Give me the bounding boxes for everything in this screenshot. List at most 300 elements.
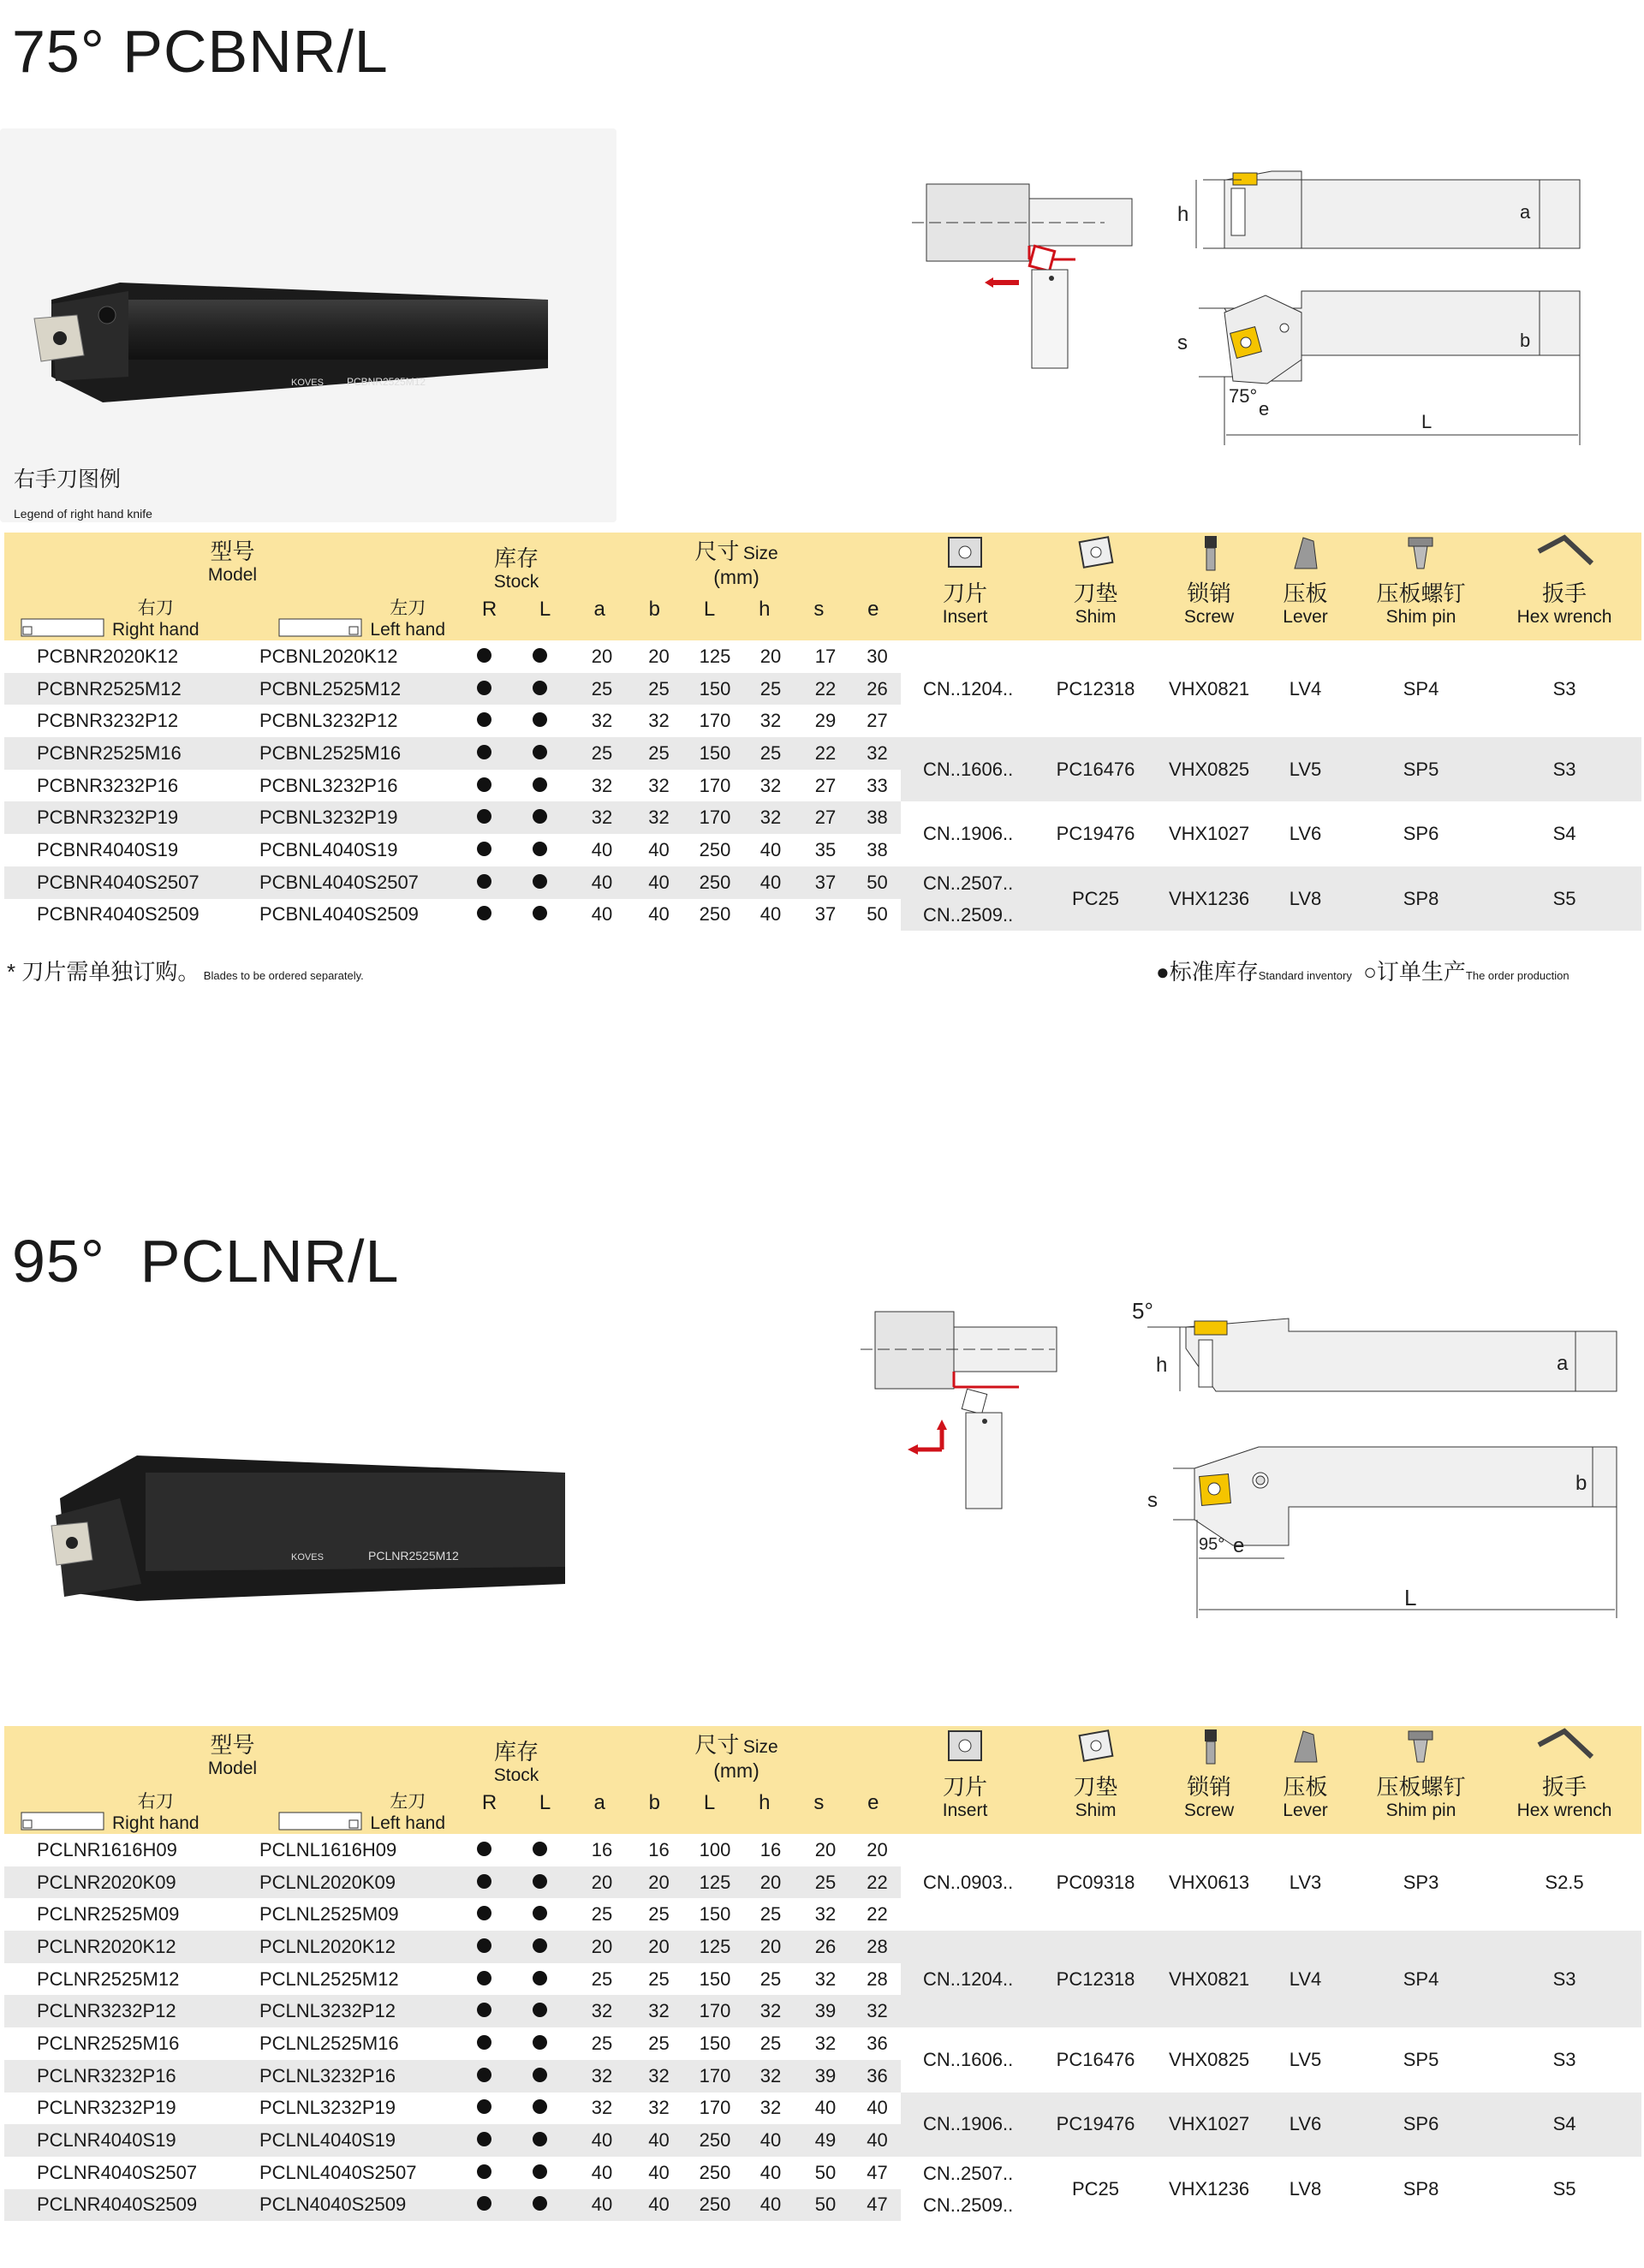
- size-a: 20: [572, 1866, 632, 1899]
- size-h: 40: [759, 838, 782, 860]
- size-h: 40: [744, 2189, 797, 2222]
- size-e: 38: [854, 801, 901, 834]
- size-a: 32: [591, 710, 613, 732]
- lever-code: LV5: [1256, 737, 1355, 801]
- svg-text:b: b: [1520, 330, 1531, 351]
- size-b: 40: [648, 903, 670, 926]
- tool-brand-2: KOVES: [291, 1552, 324, 1563]
- stock-dot-R: [461, 640, 508, 673]
- stock-dot-icon: [477, 2068, 491, 2082]
- size-a: 32: [572, 801, 632, 834]
- size-s: 49: [797, 2124, 854, 2157]
- wrench-code: S4: [1487, 2092, 1641, 2157]
- header-insert: 刀片 Insert: [901, 533, 1029, 640]
- stock-dot-icon: [477, 1842, 491, 1856]
- shim-code: PC19476: [1029, 2092, 1162, 2157]
- header-pin: 压板螺钉 Shim pin: [1355, 533, 1487, 640]
- stock-dot-R: [461, 737, 508, 770]
- caption-cn: 右手刀图例: [14, 467, 122, 491]
- insert-code: CN..1606..: [923, 2048, 1014, 2070]
- table-row: [4, 2157, 1641, 2189]
- size-L: 250: [699, 838, 731, 860]
- stock-dot-L: [508, 737, 572, 770]
- shim-code: PC12318: [1056, 677, 1135, 699]
- size-b: 40: [648, 838, 670, 860]
- lever-code: LV4: [1256, 1931, 1355, 2027]
- right-hand-icon: [20, 1808, 105, 1834]
- size-b: 25: [648, 1967, 670, 1990]
- stock-dot-R: [461, 673, 508, 705]
- spec-table-1: [4, 533, 1641, 931]
- shim-pin-code: SP5: [1355, 737, 1487, 801]
- screw-code: VHX1027: [1168, 823, 1250, 845]
- lever-code: LV6: [1289, 823, 1322, 845]
- stock-dot-R: [461, 1963, 508, 1996]
- stock-dot-icon: [477, 842, 491, 856]
- svg-text:h: h: [1156, 1354, 1168, 1377]
- workpiece-sketch-2: [861, 1312, 1057, 1509]
- insert-code: [901, 2157, 1029, 2221]
- model-right: PCLNR3232P19: [37, 2097, 176, 2119]
- wrench-code: S2.5: [1545, 1871, 1584, 1893]
- size-h: 32: [744, 2060, 797, 2092]
- left-hand-icon: [277, 1808, 363, 1834]
- screw-icon: [1188, 1726, 1230, 1765]
- header-size: 尺寸 Size (mm) a b L h s e: [572, 533, 901, 640]
- stock-legend: ●标准库存Standard inventory ○订单生产The order production: [1156, 959, 1570, 985]
- model-left: PCBNL2020K12: [259, 645, 398, 667]
- size-e: 20: [867, 1838, 888, 1860]
- header-wrench-2: 扳手 Hex wrench: [1487, 1726, 1641, 1834]
- stock-dot-L: [508, 1995, 572, 2027]
- table-row: [4, 2092, 1641, 2125]
- size-b: 20: [632, 1931, 686, 1963]
- model-left: PCBNL2525M12: [234, 673, 461, 705]
- stock-dot-icon: [477, 1874, 491, 1889]
- table-row: [4, 737, 1641, 770]
- model-right: PCLNR2020K09: [4, 1866, 234, 1899]
- size-h: 32: [744, 1995, 797, 2027]
- caption-en: Legend of right hand knife: [14, 507, 152, 521]
- size-s: 50: [814, 2161, 837, 2183]
- size-b: 32: [632, 2060, 686, 2092]
- screw-code: VHX0821: [1168, 677, 1250, 699]
- size-L: 170: [686, 801, 744, 834]
- stock-dot-L: [508, 1866, 572, 1899]
- stock-dot-R: [461, 866, 508, 899]
- spec-table-2: [4, 1726, 1641, 2221]
- screw-code: VHX0821: [1162, 1931, 1256, 2027]
- lever-icon: [1284, 533, 1327, 572]
- size-L: 170: [699, 2097, 731, 2119]
- stock-dot-icon: [533, 712, 547, 727]
- size-s: 37: [814, 903, 837, 926]
- size-b: 25: [648, 2032, 670, 2054]
- size-e: 38: [867, 838, 888, 860]
- size-b: 20: [632, 1866, 686, 1899]
- screw-code: VHX0825: [1168, 2048, 1250, 2070]
- lever-code: LV6: [1256, 2092, 1355, 2157]
- model-right: PCBNR4040S19: [37, 838, 179, 860]
- hex-wrench-icon: [1530, 1726, 1599, 1765]
- stock-dot-icon: [533, 809, 547, 824]
- stock-dot-icon: [533, 745, 547, 759]
- size-s: 26: [797, 1931, 854, 1963]
- header-pin-2: 压板螺钉 Shim pin: [1355, 1726, 1487, 1834]
- shim-pin-code: SP4: [1403, 677, 1439, 699]
- right-hand-icon: [20, 615, 105, 640]
- svg-text:a: a: [1520, 201, 1531, 223]
- stock-dot-L: [508, 899, 572, 932]
- model-right: PCLNR2525M09: [37, 1903, 180, 1926]
- stock-dot-icon: [477, 2132, 491, 2146]
- model-left: PCLNL2525M16: [259, 2032, 399, 2054]
- stock-dot-icon: [533, 1906, 547, 1920]
- model-left: PCLNL2020K12: [234, 1931, 461, 1963]
- size-a: 40: [572, 2189, 632, 2222]
- stock-dot-R: [461, 1995, 508, 2027]
- size-a: 40: [591, 2161, 613, 2183]
- size-h: 32: [759, 2097, 782, 2119]
- model-left: PCBNL3232P12: [259, 710, 398, 732]
- model-left: PCBNL2525M16: [234, 737, 461, 770]
- shim-code: PC16476: [1056, 2048, 1135, 2070]
- size-h: 25: [759, 2032, 782, 2054]
- stock-dot-L: [508, 2189, 572, 2222]
- size-L: 150: [699, 1967, 731, 1990]
- size-e: 28: [854, 1931, 901, 1963]
- size-h: 20: [744, 1931, 797, 1963]
- screw-icon: [1188, 533, 1230, 572]
- wrench-code: S5: [1487, 866, 1641, 931]
- model-left: PCLNL3232P12: [234, 1995, 461, 2027]
- shim-pin-code: SP6: [1355, 2092, 1487, 2157]
- model-right: PCLNR4040S2507: [37, 2161, 198, 2183]
- size-a: 40: [591, 903, 613, 926]
- lever-code: LV4: [1289, 677, 1322, 699]
- stock-dot-R: [461, 770, 508, 802]
- size-s: 17: [814, 645, 837, 667]
- size-a: 40: [572, 2124, 632, 2157]
- stock-dot-icon: [533, 777, 547, 792]
- table-body-1: [4, 640, 1641, 931]
- model-right: PCLNR3232P12: [4, 1995, 234, 2027]
- size-e: 32: [854, 1995, 901, 2027]
- size-s: 27: [814, 774, 837, 796]
- stock-dot-R: [461, 834, 508, 866]
- wrench-code: S3: [1552, 677, 1576, 699]
- stock-dot-icon: [477, 681, 491, 695]
- stock-dot-R: [461, 899, 508, 932]
- size-s: 37: [797, 866, 854, 899]
- shim-code: PC12318: [1029, 1931, 1162, 2027]
- insert-icon: [944, 533, 986, 572]
- size-a: 25: [572, 737, 632, 770]
- size-L: 150: [699, 2032, 731, 2054]
- screw-code: VHX1236: [1168, 2177, 1250, 2200]
- stock-dot-icon: [477, 906, 491, 920]
- shim-pin-code: SP8: [1403, 2177, 1439, 2200]
- model-left: PCLN4040S2509: [234, 2189, 461, 2222]
- header-shim-2: 刀垫 Shim: [1029, 1726, 1162, 1834]
- stock-dot-L: [508, 2027, 572, 2060]
- stock-dot-icon: [533, 842, 547, 856]
- model-right: PCBNR3232P12: [37, 710, 179, 732]
- stock-dot-icon: [533, 1938, 547, 1953]
- wrench-code: S4: [1552, 823, 1576, 845]
- size-a: 25: [591, 1967, 613, 1990]
- size-h: 25: [759, 1967, 782, 1990]
- size-h: 32: [759, 774, 782, 796]
- stock-dot-R: [461, 2124, 508, 2157]
- stock-dot-R: [461, 2157, 508, 2189]
- shim-pin-code: SP3: [1403, 1871, 1439, 1893]
- shim-pin-code: SP5: [1403, 2048, 1439, 2070]
- stock-dot-R: [461, 2027, 508, 2060]
- stock-dot-icon: [533, 874, 547, 889]
- size-b: 32: [648, 2097, 670, 2119]
- size-b: 25: [632, 737, 686, 770]
- wrench-code: S3: [1487, 1931, 1641, 2027]
- stock-dot-L: [508, 2157, 572, 2189]
- top-view-1: [1177, 291, 1580, 445]
- size-e: 22: [854, 1866, 901, 1899]
- header-screw-2: 锁销 Screw: [1162, 1726, 1256, 1834]
- footnote-1: * 刀片需单独订购。 Blades to be ordered separately.: [7, 959, 364, 985]
- svg-text:s: s: [1177, 331, 1188, 354]
- size-b: 40: [632, 866, 686, 899]
- size-L: 170: [686, 1995, 744, 2027]
- size-a: 25: [572, 673, 632, 705]
- size-h: 25: [759, 1903, 782, 1926]
- stock-dot-R: [461, 2060, 508, 2092]
- size-s: 40: [814, 2097, 837, 2119]
- model-left: PCLNL1616H09: [259, 1838, 397, 1860]
- stock-dot-R: [461, 801, 508, 834]
- size-e: 47: [854, 2189, 901, 2222]
- size-L: 125: [686, 1866, 744, 1899]
- shim-code: PC16476: [1029, 737, 1162, 801]
- tool-mark-2: PCLNR2525M12: [368, 1549, 459, 1563]
- stock-dot-icon: [477, 777, 491, 792]
- size-e: 30: [867, 645, 888, 667]
- shim-pin-code: SP6: [1403, 823, 1439, 845]
- dimension-diagram-1: [908, 163, 1627, 462]
- header-stock: 库存 Stock R L: [461, 533, 572, 640]
- shim-pin-code: SP8: [1355, 866, 1487, 931]
- model-left: PCBNL4040S2509: [259, 903, 419, 926]
- model-right: PCLNR1616H09: [37, 1838, 177, 1860]
- model-right: PCLNR4040S19: [4, 2124, 234, 2157]
- stock-dot-L: [508, 640, 572, 673]
- insert-code: CN..0903..: [923, 1871, 1014, 1893]
- stock-dot-icon: [533, 2196, 547, 2211]
- insert-code-line: CN..2509..: [923, 903, 1014, 926]
- stock-dot-icon: [533, 2035, 547, 2050]
- size-h: 40: [744, 2124, 797, 2157]
- header-model: 型号 Model 右刀 Right hand 左刀 Left hand: [4, 533, 461, 640]
- size-L: 170: [686, 2060, 744, 2092]
- stock-dot-icon: [533, 2068, 547, 2082]
- table-row: [4, 801, 1641, 834]
- size-e: 26: [854, 673, 901, 705]
- table-row: [4, 2027, 1641, 2060]
- svg-text:s: s: [1147, 1489, 1158, 1512]
- insert-code-line: CN..2507..: [923, 2162, 1014, 2184]
- tool-photo-2: [34, 1421, 599, 1652]
- size-b: 20: [648, 645, 670, 667]
- angle-label-2: 95°: [1199, 1535, 1225, 1554]
- stock-dot-R: [461, 1898, 508, 1931]
- header-wrench: 扳手 Hex wrench: [1487, 533, 1641, 640]
- size-b: 40: [632, 2189, 686, 2222]
- model-right: PCBNR2525M16: [4, 737, 234, 770]
- shim-code: PC19476: [1056, 823, 1135, 845]
- stock-dot-L: [508, 705, 572, 737]
- size-a: 40: [572, 866, 632, 899]
- shim-code: PC25: [1029, 866, 1162, 931]
- size-b: 40: [648, 2161, 670, 2183]
- stock-dot-icon: [533, 681, 547, 695]
- insert-code: CN..1204..: [923, 677, 1014, 699]
- size-e: 47: [867, 2161, 888, 2183]
- stock-dot-icon: [477, 809, 491, 824]
- shim-pin-code: SP4: [1355, 1931, 1487, 2027]
- model-left: PCLNL2525M09: [259, 1903, 399, 1926]
- lever-code: LV8: [1289, 2177, 1322, 2200]
- tool-image-2: [34, 1421, 599, 1652]
- top-view-2: [1147, 1447, 1617, 1618]
- svg-text:L: L: [1421, 411, 1433, 432]
- size-s: 22: [797, 737, 854, 770]
- stock-dot-icon: [477, 874, 491, 889]
- size-b: 25: [648, 1903, 670, 1926]
- size-L: 125: [686, 1931, 744, 1963]
- model-left: PCBNL3232P19: [234, 801, 461, 834]
- model-left: PCLNL3232P16: [234, 2060, 461, 2092]
- size-e: 50: [867, 903, 888, 926]
- model-left: PCLNL2525M12: [259, 1967, 399, 1990]
- model-right: PCLNR3232P16: [4, 2060, 234, 2092]
- svg-text:h: h: [1177, 203, 1189, 226]
- model-right: PCBNR4040S2509: [37, 903, 200, 926]
- size-s: 50: [797, 2189, 854, 2222]
- size-a: 20: [572, 1931, 632, 1963]
- size-a: 32: [591, 774, 613, 796]
- size-a: 25: [591, 1903, 613, 1926]
- stock-dot-icon: [533, 2099, 547, 2114]
- stock-dot-icon: [477, 648, 491, 663]
- size-a: 32: [591, 2097, 613, 2119]
- model-right: PCBNR2020K12: [37, 645, 179, 667]
- shim-icon: [1075, 1726, 1117, 1765]
- size-L: 150: [686, 737, 744, 770]
- svg-text:e: e: [1259, 398, 1270, 420]
- stock-dot-icon: [533, 1842, 547, 1856]
- stock-dot-L: [508, 2092, 572, 2125]
- svg-text:a: a: [1557, 1352, 1569, 1375]
- size-s: 39: [797, 1995, 854, 2027]
- header-size-2: 尺寸 Size (mm) a b L h s e: [572, 1726, 901, 1834]
- stock-dot-icon: [533, 1971, 547, 1985]
- size-h: 25: [744, 737, 797, 770]
- size-L: 170: [699, 710, 731, 732]
- size-L: 250: [686, 2189, 744, 2222]
- size-L: 250: [699, 2161, 731, 2183]
- stock-dot-L: [508, 834, 572, 866]
- table-body-2: [4, 1834, 1641, 2221]
- header-screw: 锁销 Screw: [1162, 533, 1256, 640]
- model-right: PCLNR2525M12: [37, 1967, 180, 1990]
- lever-icon: [1284, 1726, 1327, 1765]
- size-s: 22: [797, 673, 854, 705]
- stock-dot-icon: [533, 906, 547, 920]
- stock-dot-icon: [477, 2099, 491, 2114]
- section1-title: 75° PCBNR/L: [12, 18, 389, 85]
- size-L: 250: [686, 2124, 744, 2157]
- insert-code: CN..1906..: [901, 2092, 1029, 2157]
- size-L: 170: [699, 774, 731, 796]
- size-s: 32: [814, 1967, 837, 1990]
- table-row: [4, 1931, 1641, 1963]
- model-right: PCLNR4040S2509: [4, 2189, 234, 2222]
- size-b: 32: [648, 774, 670, 796]
- header-lever: 压板 Lever: [1256, 533, 1355, 640]
- model-left: PCBNL4040S19: [259, 838, 398, 860]
- model-left: PCLNL2020K09: [234, 1866, 461, 1899]
- size-b: 32: [632, 1995, 686, 2027]
- stock-dot-icon: [477, 2035, 491, 2050]
- model-right: PCLNR2525M16: [37, 2032, 180, 2054]
- stock-dot-L: [508, 1931, 572, 1963]
- size-s: 27: [797, 801, 854, 834]
- size-e: 33: [867, 774, 888, 796]
- stock-dot-R: [461, 1834, 508, 1866]
- workpiece-sketch-1: [912, 184, 1132, 368]
- model-right: PCBNR2525M12: [4, 673, 234, 705]
- stock-dot-L: [508, 866, 572, 899]
- size-b: 25: [632, 673, 686, 705]
- table-row: [4, 640, 1641, 673]
- size-a: 32: [572, 2060, 632, 2092]
- shim-pin-icon: [1400, 1726, 1443, 1765]
- wrench-code: S3: [1552, 2048, 1576, 2070]
- insert-code-line: CN..2507..: [923, 872, 1014, 894]
- stock-dot-icon: [477, 2003, 491, 2017]
- stock-dot-icon: [533, 2132, 547, 2146]
- stock-dot-L: [508, 770, 572, 802]
- size-h: 25: [744, 673, 797, 705]
- stock-dot-icon: [477, 745, 491, 759]
- size-e: 50: [854, 866, 901, 899]
- model-right: PCBNR4040S2507: [4, 866, 234, 899]
- table-row: [4, 866, 1641, 899]
- size-e: 22: [867, 1903, 888, 1926]
- stock-dot-L: [508, 801, 572, 834]
- shim-icon: [1075, 533, 1117, 572]
- stock-dot-icon: [477, 1938, 491, 1953]
- size-b: 16: [648, 1838, 670, 1860]
- size-h: 32: [759, 710, 782, 732]
- wrench-code: S5: [1552, 2177, 1576, 2200]
- size-h: 32: [744, 801, 797, 834]
- size-e: 40: [867, 2097, 888, 2119]
- size-L: 150: [686, 673, 744, 705]
- size-L: 150: [699, 1903, 731, 1926]
- header-stock-2: 库存 Stock R L: [461, 1726, 572, 1834]
- shim-pin-icon: [1400, 533, 1443, 572]
- stock-dot-icon: [477, 2164, 491, 2179]
